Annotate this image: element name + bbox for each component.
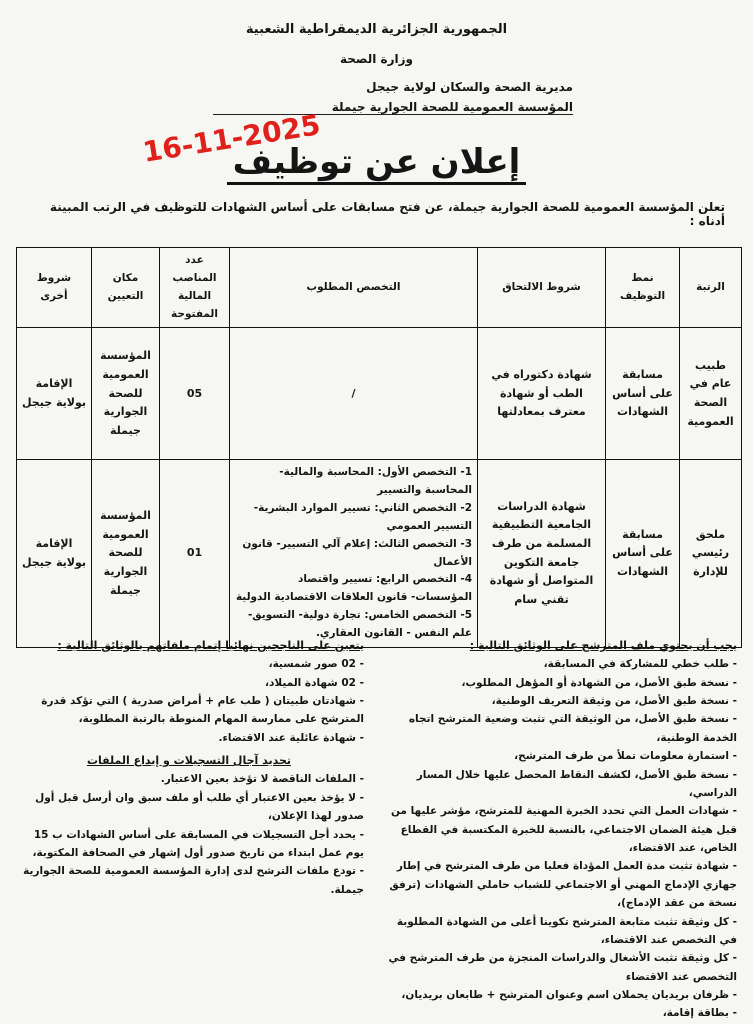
list-item: - شهادات العمل التي تحدد الخبرة المهنية للمترشح، مؤشر عليها من قبل هيئة الضمان الاجتماعي، بالنسبة للخبرة المكتسبة في القطاع الخاص، عند الاقتضاء، — [390, 805, 737, 854]
cell-rank: ملحق رئيسي للإدارة — [680, 460, 742, 647]
cell-other: الإقامة بولاية جيجل — [17, 460, 92, 647]
list-item: - ظرفان بريديان يحملان اسم وعنوان المترشح + طابعان بريديان، — [401, 989, 737, 1001]
cell-rank: طبيب عام في الصحة العمومية — [680, 328, 742, 460]
title-text: إعلان عن توظيف — [227, 142, 527, 185]
header-positions: عدد المناصب المالية المفتوحة — [160, 248, 230, 328]
header-conditions: شروط الالتحاق — [478, 248, 606, 328]
list-item: - طلب خطي للمشاركة في المسابقة، — [543, 658, 737, 671]
list-item: - شهادة تثبت مدة العمل المؤداة فعليا من طرف المترشح في إطار جهازي الإدماج المهني أو الاجتماعي للشباب حاملي الشهادات (ترفق نسخة من عقد الإدماج)، — [389, 860, 737, 910]
intro-text: تعلن المؤسسة العمومية للصحة الجوارية جيملة، عن فتح مسابقات على أساس الشهادات للتوظيف في الرتب المبينة أدناه : — [49, 200, 725, 228]
cell-mode: مسابقة على أساس الشهادات — [606, 460, 680, 647]
completion-section — [14, 636, 364, 899]
list-item: - 02 شهادة الميلاد، — [265, 676, 364, 689]
header-other: شروط أخرى — [17, 248, 92, 328]
directorate-header: مديرية الصحة والسكان لولاية جيجل — [366, 80, 573, 94]
deadlines-title: تحديد آجال التسجيلات و إيداع الملفات — [86, 754, 292, 768]
positions-table — [16, 247, 742, 648]
specialty-item: 3- التخصص الثالث: إعلام آلي التسيير- قانون الأعمال — [242, 537, 472, 568]
list-item: - شهادتان طبيتان ( طب عام + أمراض صدرية ) التي تؤكد قدرة المترشح على ممارسة المهام المنوطة بالرتبة المطلوبة، — [41, 695, 364, 726]
list-item: - استمارة معلومات تملأ من طرف المترشح، — [514, 750, 737, 763]
cell-conditions: شهادة دكتوراه في الطب أو شهادة معترف بمعادلتها — [478, 328, 606, 460]
cell-conditions: شهادة الدراسات الجامعية التطبيقية المسلمة من طرف جامعة التكوين المتواصل أو شهادة تقني سام — [478, 460, 606, 647]
list-item: - نسخة طبق الأصل، من وثيقة التعريف الوطنية، — [491, 695, 737, 707]
list-item: - 02 صور شمسية، — [268, 658, 364, 671]
dossier-section — [377, 636, 737, 1023]
cell-place: المؤسسة العمومية للصحة الجوارية جيملة — [92, 460, 160, 647]
page-title — [0, 142, 753, 182]
table-header-row — [17, 248, 742, 328]
cell-positions: 01 — [160, 460, 230, 647]
specialty-item: 5- التخصص الخامس: تجارة دولية- التسويق- علم النفس - القانون العقاري. — [247, 609, 472, 639]
cell-place: المؤسسة العمومية للصحة الجوارية جيملة — [92, 328, 160, 460]
list-item: - تودع ملفات الترشح لدى إدارة المؤسسة العمومية للصحة الجوارية جيملة. — [23, 865, 364, 896]
list-item: - نسخة طبق الأصل، من الشهادة أو المؤهل المطلوب، — [461, 676, 737, 689]
header-rank: الرتبة — [680, 248, 742, 328]
list-item: - الملفات الناقصة لا تؤخذ بعين الاعتبار. — [160, 773, 364, 786]
list-item: - لا يؤخذ بعين الاعتبار أي طلب أو ملف سبق وان أرسل قبل أول صدور لهذا الإعلان، — [35, 791, 364, 823]
list-item: - نسخة طبق الأصل، لكشف النقاط المحصل عليها خلال المسار الدراسي، — [416, 768, 737, 799]
institution-header: المؤسسة العمومية للصحة الجوارية جيملة — [213, 100, 573, 115]
header-mode: نمط التوظيف — [606, 248, 680, 328]
specialty-item: 1- التخصص الأول: المحاسبة والمالية-المحاسبة والتسيير — [279, 466, 472, 497]
completion-title: يتعين على الناجحين نهائيا إتمام ملفاتهم بالوثائق التالية : — [57, 639, 364, 652]
republic-header: الجمهورية الجزائرية الديمقراطية الشعبية — [245, 22, 508, 37]
date-stamp: 16-11-2025 — [140, 108, 323, 169]
specialty-item: 4- التخصص الرابع: تسيير واقتصاد المؤسسات- قانون العلاقات الاقتصادية الدولية — [235, 573, 472, 604]
list-item: - نسخة طبق الأصل، من الوثيقة التي تثبت وضعية المترشح اتجاه الخدمة الوطنية، — [408, 713, 737, 744]
ministry-header: وزارة الصحة — [339, 52, 414, 66]
specialty-item: 2- التخصص الثاني: تسيير الموارد البشرية- التسيير العمومي — [253, 502, 472, 532]
cell-other: الإقامة بولاية جيجل — [17, 328, 92, 460]
list-item: - شهادة عائلية عند الاقتضاء. — [218, 731, 364, 744]
table-row — [17, 328, 742, 460]
cell-specialty: / — [230, 328, 478, 460]
cell-specialty — [230, 460, 478, 647]
header-specialty: التخصص المطلوب — [230, 248, 478, 328]
dossier-title: يجب أن يحتوي ملف المترشح على الوثائق التالية : — [469, 639, 737, 652]
list-item: - يحدد أجل التسجيلات في المسابقة على أساس الشهادات ب 15 يوم عمل ابتداء من تاريخ صدور أول إشهار في الصحافة المكتوبة، — [32, 828, 364, 859]
header-place: مكان التعيين — [92, 248, 160, 328]
cell-mode: مسابقة على أساس الشهادات — [606, 328, 680, 460]
list-item: - كل وثيقة تثبت متابعة المترشح تكوينا أعلى من الشهادة المطلوبة في التخصص عند الاقتضاء، — [396, 915, 737, 946]
table-row — [17, 460, 742, 647]
cell-positions: 05 — [160, 328, 230, 460]
list-item: - بطاقة إقامة، — [662, 1007, 737, 1020]
list-item: - كل وثيقة تثبت الأشغال والدراسات المنجزة من طرف المترشح في التخصص عند الاقتضاء — [388, 952, 737, 983]
